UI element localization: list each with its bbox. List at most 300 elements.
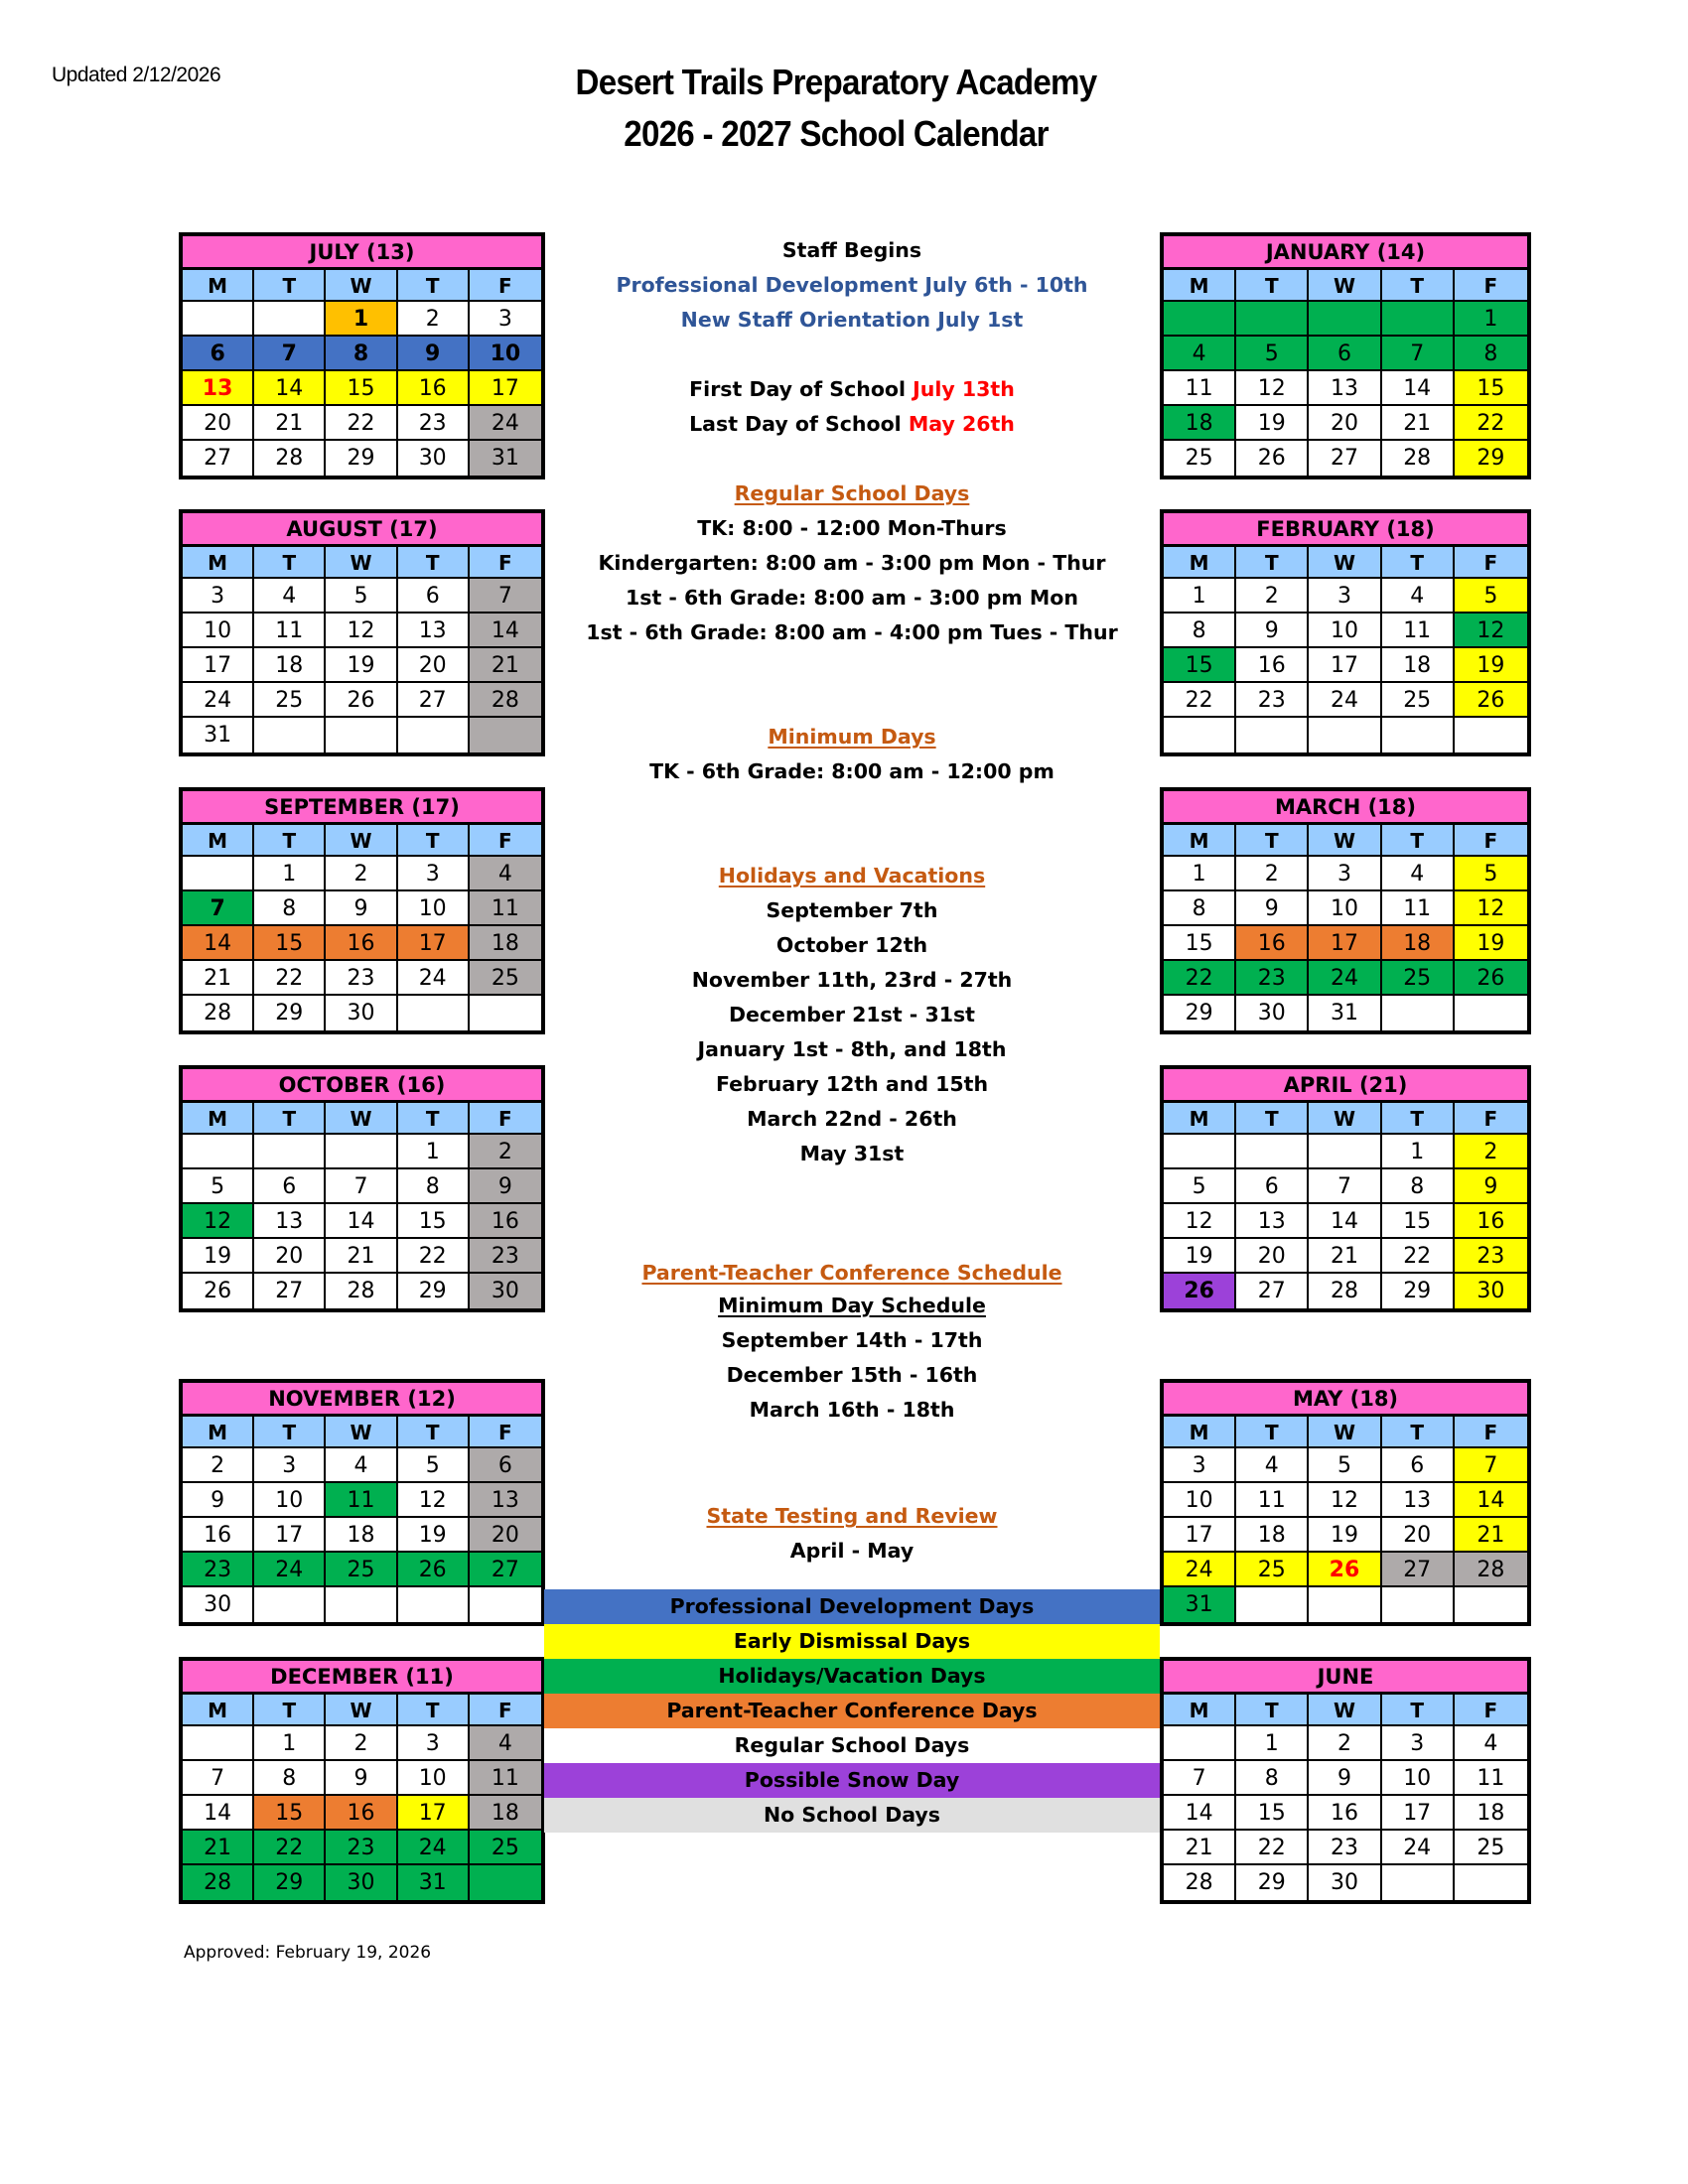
weekday-header: T <box>1382 825 1455 857</box>
day-cell: 11 <box>1236 1483 1309 1518</box>
day-cell: 16 <box>1309 1796 1381 1831</box>
weekday-header: W <box>326 270 397 302</box>
holiday-item: November 11th, 23rd - 27th <box>691 968 1013 992</box>
day-cell: 4 <box>254 579 326 614</box>
day-cell: 23 <box>1236 683 1309 718</box>
day-cell: 26 <box>398 1553 470 1587</box>
day-cell: 21 <box>254 406 326 441</box>
day-grid <box>1164 1417 1527 1622</box>
day-cell: 16 <box>470 1204 541 1239</box>
day-cell: 6 <box>1309 337 1381 371</box>
weekday-header: T <box>254 547 326 579</box>
day-cell: 7 <box>1164 1761 1236 1796</box>
day-cell: 13 <box>1309 371 1381 406</box>
month-march <box>1160 787 1531 1034</box>
weekday-header: F <box>470 547 541 579</box>
day-cell: 19 <box>1164 1239 1236 1274</box>
day-cell: 30 <box>1455 1274 1527 1308</box>
day-cell: 4 <box>1164 337 1236 371</box>
day-cell: 28 <box>1164 1865 1236 1900</box>
day-cell <box>1164 718 1236 752</box>
legend-holiday-vacation: Holidays/Vacation Days <box>544 1659 1160 1694</box>
weekday-header: T <box>398 1103 470 1135</box>
day-cell: 2 <box>1309 1726 1381 1761</box>
day-cell: 17 <box>1164 1518 1236 1553</box>
day-cell: 1 <box>254 857 326 891</box>
day-cell <box>183 1135 254 1169</box>
day-cell: 20 <box>1382 1518 1455 1553</box>
weekday-header: W <box>326 1417 397 1448</box>
state-testing-heading: State Testing and Review <box>706 1504 998 1528</box>
day-cell <box>1382 718 1455 752</box>
day-grid <box>1164 270 1527 476</box>
weekday-header: M <box>1164 1695 1236 1726</box>
day-cell: 31 <box>183 718 254 752</box>
day-cell: 9 <box>183 1483 254 1518</box>
month-title: JULY (13) <box>183 236 541 270</box>
day-cell: 2 <box>1236 579 1309 614</box>
day-cell: 6 <box>254 1169 326 1204</box>
day-cell: 10 <box>1382 1761 1455 1796</box>
day-cell: 13 <box>1382 1483 1455 1518</box>
day-cell: 25 <box>326 1553 397 1587</box>
month-september <box>179 787 545 1034</box>
day-cell: 3 <box>1382 1726 1455 1761</box>
day-cell: 23 <box>1309 1831 1381 1865</box>
weekday-header: T <box>1382 1103 1455 1135</box>
month-january <box>1160 232 1531 479</box>
day-cell: 26 <box>1236 441 1309 476</box>
day-cell: 21 <box>1309 1239 1381 1274</box>
day-cell: 5 <box>398 1448 470 1483</box>
ptc-date: March 16th - 18th <box>749 1398 955 1422</box>
day-cell <box>398 1587 470 1622</box>
day-cell: 9 <box>1236 891 1309 926</box>
day-cell: 12 <box>183 1204 254 1239</box>
day-cell <box>254 302 326 337</box>
month-title: JUNE <box>1164 1661 1527 1695</box>
day-cell <box>183 302 254 337</box>
day-cell: 29 <box>1382 1274 1455 1308</box>
day-cell <box>326 1587 397 1622</box>
day-cell: 14 <box>1309 1204 1381 1239</box>
day-cell <box>1309 302 1381 337</box>
day-cell: 8 <box>1164 891 1236 926</box>
weekday-header: F <box>1455 1695 1527 1726</box>
day-cell <box>1455 1865 1527 1900</box>
day-cell: 11 <box>1164 371 1236 406</box>
day-cell: 19 <box>183 1239 254 1274</box>
day-cell: 10 <box>398 1761 470 1796</box>
day-cell: 22 <box>1455 406 1527 441</box>
day-cell: 22 <box>254 961 326 996</box>
weekday-header: M <box>1164 270 1236 302</box>
month-title: MAY (18) <box>1164 1383 1527 1417</box>
day-cell: 17 <box>398 926 470 961</box>
day-cell: 7 <box>254 337 326 371</box>
day-cell: 19 <box>1455 648 1527 683</box>
day-cell: 6 <box>1236 1169 1309 1204</box>
day-cell: 3 <box>183 579 254 614</box>
day-cell: 27 <box>1309 441 1381 476</box>
day-cell: 10 <box>1309 614 1381 648</box>
ptc-heading: Parent-Teacher Conference Schedule <box>641 1261 1062 1285</box>
professional-development-note: Professional Development July 6th - 10th <box>616 273 1088 297</box>
month-title: MARCH (18) <box>1164 791 1527 825</box>
day-cell <box>1455 718 1527 752</box>
day-cell <box>1236 302 1309 337</box>
month-august <box>179 509 545 756</box>
weekday-header: T <box>398 547 470 579</box>
day-cell: 16 <box>183 1518 254 1553</box>
day-cell: 31 <box>1309 996 1381 1030</box>
weekday-header: T <box>254 1417 326 1448</box>
day-cell: 9 <box>1455 1169 1527 1204</box>
day-cell <box>470 1587 541 1622</box>
day-cell: 17 <box>470 371 541 406</box>
day-cell: 7 <box>1455 1448 1527 1483</box>
day-cell: 24 <box>183 683 254 718</box>
day-cell: 4 <box>470 857 541 891</box>
day-cell: 9 <box>326 891 397 926</box>
day-cell: 17 <box>1309 926 1381 961</box>
day-cell: 29 <box>254 996 326 1030</box>
day-cell <box>470 996 541 1030</box>
weekday-header: W <box>1309 1695 1381 1726</box>
day-cell: 5 <box>1164 1169 1236 1204</box>
day-cell: 31 <box>470 441 541 476</box>
day-cell: 1 <box>254 1726 326 1761</box>
day-cell: 17 <box>254 1518 326 1553</box>
day-cell <box>470 1865 541 1900</box>
day-cell: 7 <box>183 1761 254 1796</box>
weekday-header: M <box>1164 825 1236 857</box>
day-cell: 8 <box>1455 337 1527 371</box>
day-cell: 6 <box>398 579 470 614</box>
legend-regular-school: Regular School Days <box>544 1728 1160 1763</box>
day-cell: 1 <box>1382 1135 1455 1169</box>
day-cell <box>183 1726 254 1761</box>
day-grid <box>183 1417 541 1622</box>
legend-no-school: No School Days <box>544 1798 1160 1833</box>
day-cell: 2 <box>1236 857 1309 891</box>
day-cell: 16 <box>1236 648 1309 683</box>
day-cell: 29 <box>398 1274 470 1308</box>
weekday-header: F <box>470 1417 541 1448</box>
approved-date: Approved: February 19, 2026 <box>184 1943 432 1963</box>
weekday-header: M <box>1164 1103 1236 1135</box>
month-title: NOVEMBER (12) <box>183 1383 541 1417</box>
day-cell: 18 <box>254 648 326 683</box>
weekday-header: T <box>254 1695 326 1726</box>
day-cell: 17 <box>398 1796 470 1831</box>
weekday-header: T <box>254 270 326 302</box>
day-grid <box>1164 1103 1527 1308</box>
day-cell: 18 <box>1164 406 1236 441</box>
day-cell: 4 <box>1455 1726 1527 1761</box>
day-cell <box>1382 1587 1455 1622</box>
day-cell: 12 <box>1455 891 1527 926</box>
day-cell: 28 <box>1382 441 1455 476</box>
day-cell: 10 <box>1164 1483 1236 1518</box>
day-cell: 25 <box>1382 683 1455 718</box>
holiday-item: May 31st <box>799 1142 905 1165</box>
day-cell: 29 <box>1236 1865 1309 1900</box>
day-cell: 25 <box>1236 1553 1309 1587</box>
day-cell: 9 <box>1309 1761 1381 1796</box>
month-title: JANUARY (14) <box>1164 236 1527 270</box>
day-cell: 30 <box>470 1274 541 1308</box>
weekday-header: T <box>1236 1417 1309 1448</box>
day-cell: 26 <box>183 1274 254 1308</box>
day-cell: 27 <box>470 1553 541 1587</box>
weekday-header: F <box>470 1695 541 1726</box>
weekday-header: T <box>254 825 326 857</box>
day-cell: 17 <box>1382 1796 1455 1831</box>
day-cell: 21 <box>1382 406 1455 441</box>
new-staff-orientation-note: New Staff Orientation July 1st <box>680 308 1024 332</box>
month-june <box>1160 1657 1531 1904</box>
day-cell: 22 <box>1164 683 1236 718</box>
day-cell: 12 <box>1455 614 1527 648</box>
day-cell: 25 <box>254 683 326 718</box>
day-cell: 6 <box>183 337 254 371</box>
day-cell: 18 <box>326 1518 397 1553</box>
day-cell: 2 <box>1455 1135 1527 1169</box>
day-cell: 8 <box>326 337 397 371</box>
day-cell: 23 <box>326 1831 397 1865</box>
day-cell: 27 <box>1236 1274 1309 1308</box>
day-cell: 5 <box>1309 1448 1381 1483</box>
minimum-days-heading: Minimum Days <box>768 725 936 749</box>
legend-possible-snow-day: Possible Snow Day <box>544 1763 1160 1798</box>
weekday-header: T <box>1236 547 1309 579</box>
day-cell: 27 <box>1382 1553 1455 1587</box>
weekday-header: W <box>326 1695 397 1726</box>
day-cell: 15 <box>254 1796 326 1831</box>
regular-hours-grades-tue-thu: 1st - 6th Grade: 8:00 am - 4:00 pm Tues - Thur <box>586 620 1118 644</box>
day-cell: 26 <box>1309 1553 1381 1587</box>
day-grid <box>183 1103 541 1308</box>
day-cell: 6 <box>470 1448 541 1483</box>
day-cell: 15 <box>254 926 326 961</box>
day-cell: 18 <box>1236 1518 1309 1553</box>
day-cell: 18 <box>470 926 541 961</box>
day-cell: 26 <box>326 683 397 718</box>
day-cell: 5 <box>326 579 397 614</box>
day-cell: 27 <box>183 441 254 476</box>
day-cell: 2 <box>398 302 470 337</box>
day-cell: 5 <box>183 1169 254 1204</box>
day-cell: 14 <box>470 614 541 648</box>
day-cell: 31 <box>398 1865 470 1900</box>
weekday-header: F <box>1455 1103 1527 1135</box>
day-cell <box>1309 1135 1381 1169</box>
day-cell <box>326 1135 397 1169</box>
day-cell: 26 <box>1164 1274 1236 1308</box>
weekday-header: T <box>1236 1103 1309 1135</box>
day-cell: 15 <box>1455 371 1527 406</box>
day-cell: 7 <box>1309 1169 1381 1204</box>
weekday-header: M <box>183 270 254 302</box>
day-cell: 30 <box>326 996 397 1030</box>
day-cell: 23 <box>183 1553 254 1587</box>
day-cell: 20 <box>398 648 470 683</box>
day-cell: 16 <box>398 371 470 406</box>
weekday-header: M <box>183 825 254 857</box>
day-cell: 11 <box>1382 614 1455 648</box>
day-cell: 13 <box>183 371 254 406</box>
day-cell: 27 <box>398 683 470 718</box>
day-cell: 14 <box>254 371 326 406</box>
weekday-header: W <box>1309 1417 1381 1448</box>
day-cell: 30 <box>1236 996 1309 1030</box>
holiday-item: January 1st - 8th, and 18th <box>697 1037 1007 1061</box>
day-cell: 30 <box>326 1865 397 1900</box>
weekday-header: T <box>398 1695 470 1726</box>
weekday-header: T <box>398 825 470 857</box>
day-cell: 22 <box>1164 961 1236 996</box>
weekday-header: F <box>470 270 541 302</box>
day-cell <box>1236 1587 1309 1622</box>
day-cell: 16 <box>1236 926 1309 961</box>
day-cell: 10 <box>1309 891 1381 926</box>
state-testing-dates: April - May <box>789 1539 914 1563</box>
day-cell: 18 <box>1455 1796 1527 1831</box>
day-cell: 12 <box>398 1483 470 1518</box>
day-cell: 8 <box>398 1169 470 1204</box>
day-cell <box>1236 1135 1309 1169</box>
day-cell: 3 <box>398 857 470 891</box>
month-title: APRIL (21) <box>1164 1069 1527 1103</box>
day-cell <box>183 857 254 891</box>
day-cell <box>398 718 470 752</box>
month-november <box>179 1379 545 1626</box>
day-cell: 22 <box>254 1831 326 1865</box>
month-title: FEBRUARY (18) <box>1164 513 1527 547</box>
day-cell: 3 <box>470 302 541 337</box>
weekday-header: W <box>1309 825 1381 857</box>
day-cell: 4 <box>1382 579 1455 614</box>
day-cell: 23 <box>470 1239 541 1274</box>
day-cell: 4 <box>1382 857 1455 891</box>
day-cell: 12 <box>326 614 397 648</box>
first-day-of-school <box>544 372 1160 407</box>
day-cell <box>1236 718 1309 752</box>
day-cell: 12 <box>1164 1204 1236 1239</box>
day-cell: 23 <box>1236 961 1309 996</box>
day-cell: 28 <box>1309 1274 1381 1308</box>
minimum-days-hours: TK - 6th Grade: 8:00 am - 12:00 pm <box>649 759 1055 783</box>
day-cell: 25 <box>1455 1831 1527 1865</box>
ptc-date: December 15th - 16th <box>726 1363 978 1387</box>
day-cell: 11 <box>1455 1761 1527 1796</box>
day-cell: 11 <box>470 1761 541 1796</box>
day-cell: 29 <box>1164 996 1236 1030</box>
holiday-item: March 22nd - 26th <box>747 1107 957 1131</box>
day-cell: 3 <box>1309 857 1381 891</box>
day-cell: 11 <box>254 614 326 648</box>
updated-date: Updated 2/12/2026 <box>52 64 221 86</box>
day-grid <box>183 1695 541 1900</box>
day-cell: 14 <box>1164 1796 1236 1831</box>
day-cell: 24 <box>1382 1831 1455 1865</box>
day-cell: 19 <box>398 1518 470 1553</box>
day-cell: 17 <box>1309 648 1381 683</box>
day-cell: 13 <box>398 614 470 648</box>
month-may <box>1160 1379 1531 1626</box>
holidays-heading: Holidays and Vacations <box>718 864 986 887</box>
month-title: DECEMBER (11) <box>183 1661 541 1695</box>
staff-begins-label: Staff Begins <box>781 238 922 262</box>
day-cell <box>1309 1587 1381 1622</box>
school-name: Desert Trails Preparatory Academy <box>575 62 1097 102</box>
day-cell: 8 <box>1164 614 1236 648</box>
day-cell: 30 <box>398 441 470 476</box>
day-cell: 28 <box>183 1865 254 1900</box>
day-cell: 15 <box>1164 648 1236 683</box>
weekday-header: T <box>1236 825 1309 857</box>
weekday-header: T <box>1382 547 1455 579</box>
day-cell: 24 <box>1164 1553 1236 1587</box>
day-cell: 28 <box>1455 1553 1527 1587</box>
weekday-header: W <box>1309 270 1381 302</box>
weekday-header: W <box>1309 547 1381 579</box>
day-cell: 15 <box>1164 926 1236 961</box>
day-cell: 6 <box>1382 1448 1455 1483</box>
weekday-header: W <box>1309 1103 1381 1135</box>
day-cell: 1 <box>1455 302 1527 337</box>
weekday-header: T <box>1382 1417 1455 1448</box>
day-cell: 14 <box>1382 371 1455 406</box>
day-cell: 12 <box>1236 371 1309 406</box>
day-cell <box>1382 996 1455 1030</box>
day-cell: 21 <box>183 961 254 996</box>
day-cell: 7 <box>1382 337 1455 371</box>
day-cell: 14 <box>1455 1483 1527 1518</box>
day-cell: 3 <box>254 1448 326 1483</box>
day-cell: 30 <box>1309 1865 1381 1900</box>
weekday-header: M <box>183 1103 254 1135</box>
day-cell: 3 <box>1309 579 1381 614</box>
day-cell <box>1382 302 1455 337</box>
day-cell: 11 <box>470 891 541 926</box>
holiday-item: February 12th and 15th <box>715 1072 989 1096</box>
day-cell: 19 <box>1309 1518 1381 1553</box>
month-april <box>1160 1065 1531 1312</box>
weekday-header: F <box>1455 825 1527 857</box>
day-cell: 20 <box>254 1239 326 1274</box>
weekday-header: T <box>398 270 470 302</box>
day-cell: 13 <box>470 1483 541 1518</box>
day-cell: 29 <box>326 441 397 476</box>
day-cell: 1 <box>1164 857 1236 891</box>
day-cell: 8 <box>1236 1761 1309 1796</box>
day-cell: 24 <box>398 1831 470 1865</box>
holiday-item: December 21st - 31st <box>728 1003 975 1026</box>
day-cell: 23 <box>398 406 470 441</box>
regular-hours-grades-mon: 1st - 6th Grade: 8:00 am - 3:00 pm Mon <box>625 586 1078 610</box>
day-grid <box>1164 825 1527 1030</box>
day-cell: 7 <box>326 1169 397 1204</box>
day-cell: 20 <box>470 1518 541 1553</box>
day-cell: 15 <box>1236 1796 1309 1831</box>
day-cell: 1 <box>398 1135 470 1169</box>
day-cell: 21 <box>326 1239 397 1274</box>
weekday-header: F <box>1455 1417 1527 1448</box>
last-day-label: Last Day of School <box>689 412 909 436</box>
first-day-label: First Day of School <box>689 377 914 401</box>
